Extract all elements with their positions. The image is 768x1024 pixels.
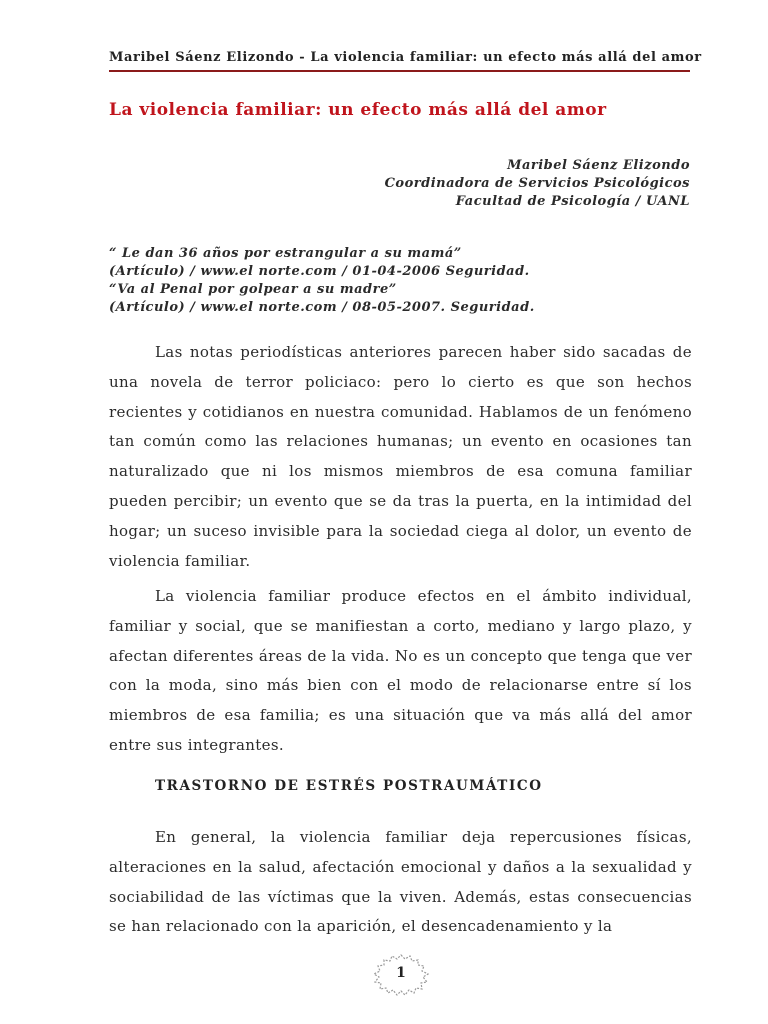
section-heading: TRASTORNO DE ESTRÉS POSTRAUMÁTICO	[155, 778, 543, 794]
reference-line: “ Le dan 36 años por estrangular a su mamá”	[109, 246, 462, 261]
body-paragraph: La violencia familiar produce efectos en el ámbito individual, familiar y social, que se manifiestan a corto, mediano y largo plazo, y afectan diferentes áreas de la vida. No es un concepto que tenga que ver con la moda, sino más bien con el modo de relacionarse entre sí los miembros de esa familia; es una situación que va más allá del amor entre sus integrantes.	[109, 587, 692, 754]
author-institution: Facultad de Psicología / UANL	[455, 194, 690, 209]
author-name: Maribel Sáenz Elizondo	[507, 158, 690, 173]
reference-line: (Artículo) / www.el norte.com / 01-04-2006 Seguridad.	[109, 264, 530, 279]
news-references	[109, 245, 535, 317]
page-number: 1	[396, 965, 406, 981]
page-number-badge	[370, 952, 432, 998]
body-paragraph: En general, la violencia familiar deja repercusiones físicas, alteraciones en la salud, afectación emocional y daños a la sexualidad y sociabilidad de las víctimas que la viven. Además, estas consecuencias se han relacionado con la aparición, el desencadenamiento y la	[109, 828, 692, 936]
body-paragraph: Las notas periodísticas anteriores parecen haber sido sacadas de una novela de terror policiaco: pero lo cierto es que son hechos recientes y cotidianos en nuestra comunidad. Hablamos de un fenómeno tan común como las relaciones humanas; un evento en ocasiones tan naturalizado que ni los mismos miembros de esa comuna familiar pueden percibir; un evento que se da tras la puerta, en la intimidad del hogar; un suceso invisible para la sociedad ciega al dolor, un evento de violencia familiar.	[109, 343, 692, 570]
author-position: Coordinadora de Servicios Psicológicos	[384, 176, 690, 191]
header-rule	[109, 70, 690, 72]
document-title: La violencia familiar: un efecto más allá del amor	[109, 100, 607, 120]
reference-line: “Va al Penal por golpear a su madre”	[109, 282, 397, 297]
running-header: Maribel Sáenz Elizondo - La violencia familiar: un efecto más allá del amor	[109, 50, 702, 65]
author-block	[385, 157, 690, 211]
reference-line: (Artículo) / www.el norte.com / 08-05-2007. Seguridad.	[109, 300, 535, 315]
